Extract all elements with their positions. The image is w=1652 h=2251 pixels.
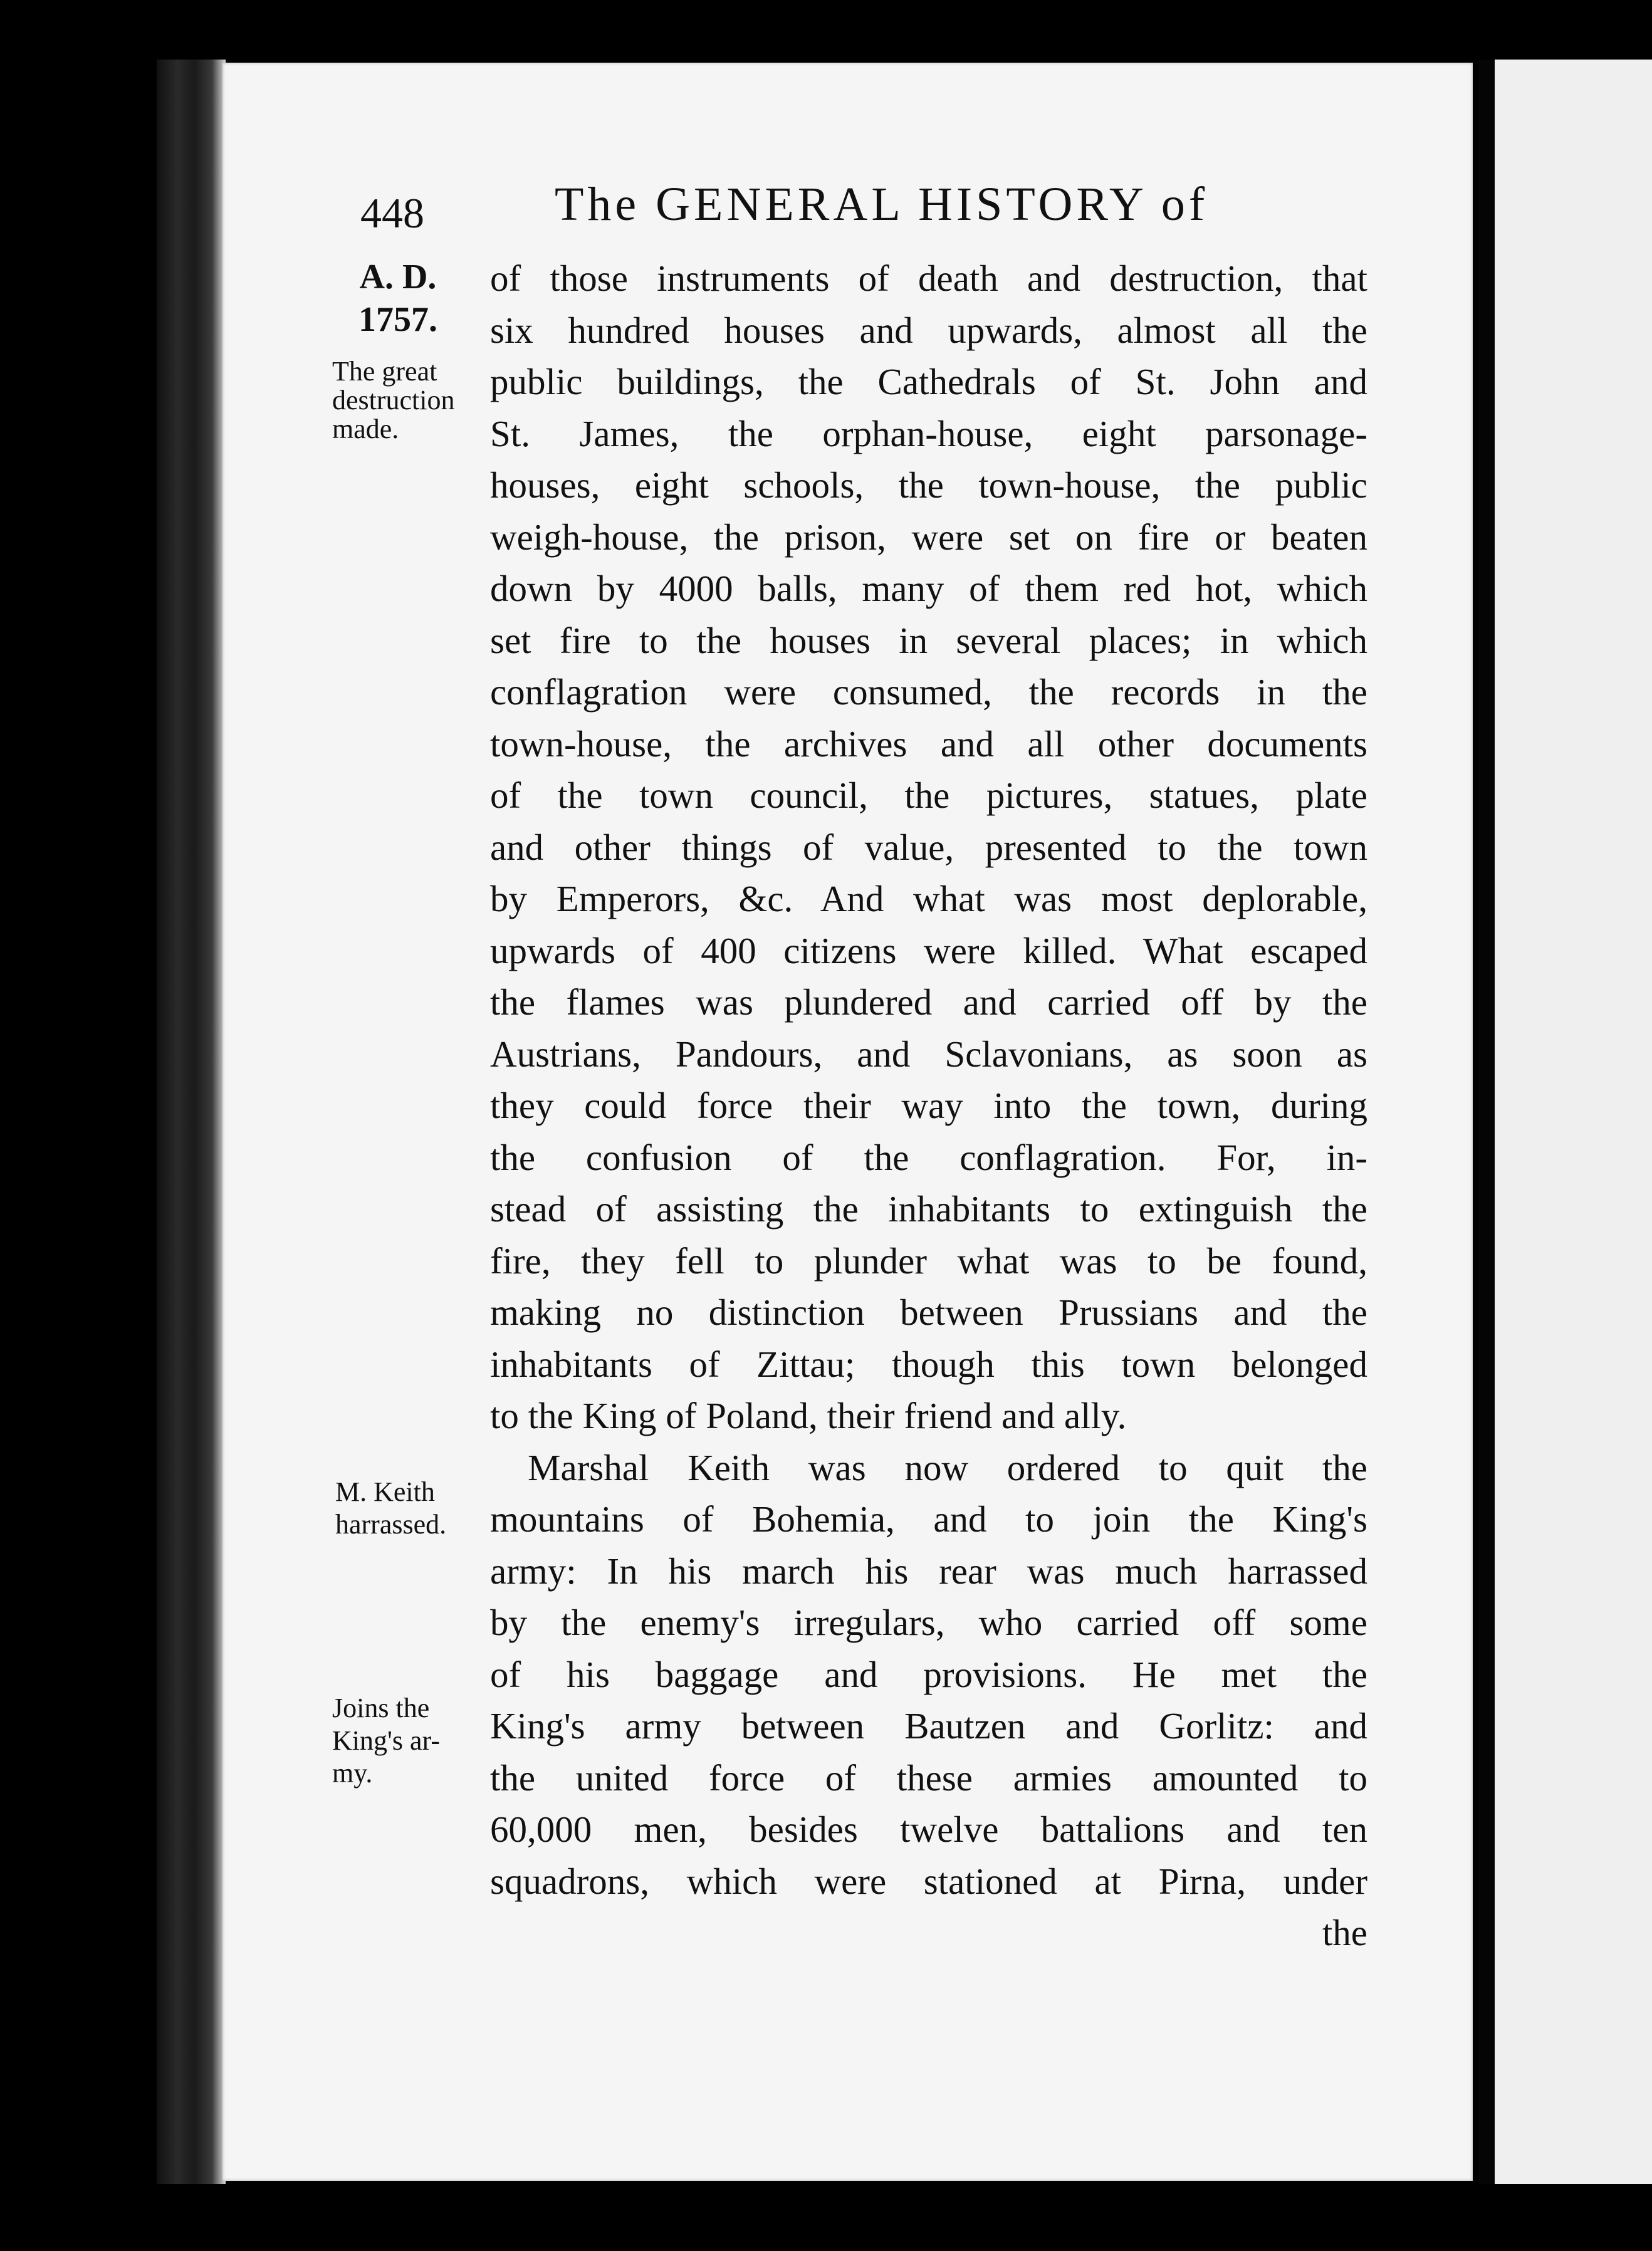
text-line: six hundred houses and upwards, almost all the (490, 309, 1367, 351)
text-line: the flames was plundered and carried off by the (490, 981, 1367, 1023)
text-line: making no distinction between Prussians and the (490, 1292, 1367, 1333)
margin-note-line: my. (332, 1758, 373, 1789)
margin-note-joins (332, 1692, 483, 1790)
margin-note-year-value: 1757. (358, 300, 437, 339)
text-line: public buildings, the Cathedrals of St. John and (490, 361, 1367, 402)
text-line: houses, eight schools, the town-house, the public (490, 464, 1367, 506)
text-line: mountains of Bohemia, and to join the King's (490, 1498, 1367, 1540)
margin-note-line: harrassed. (335, 1509, 447, 1540)
margin-note-line: Joins the (332, 1693, 430, 1723)
text-line: of his baggage and provisions. He met the (490, 1653, 1367, 1695)
catchword: the (1322, 1912, 1367, 1953)
margin-note-line: King's ar- (332, 1725, 441, 1756)
text-line: 60,000 men, besides twelve battalions and ten (490, 1809, 1367, 1850)
margin-note-destruction (332, 357, 483, 444)
text-line: conflagration were consumed, the records in the (490, 671, 1367, 713)
page-title: The GENERAL HISTORY of (555, 178, 1209, 231)
book-binding (157, 60, 226, 2184)
text-line: down by 4000 balls, many of them red hot, which (490, 568, 1367, 609)
text-line: by Emperors, &c. And what was most deplorable, (490, 878, 1367, 919)
text-line: and other things of value, presented to the town (490, 826, 1367, 868)
margin-note-line: destruction (332, 385, 455, 415)
text-line: of the town council, the pictures, statues, plate (490, 775, 1367, 816)
text-line: St. James, the orphan-house, eight parsonage- (490, 412, 1367, 454)
margin-note-year (342, 256, 454, 341)
text-line: upwards of 400 citizens were killed. What escaped (490, 929, 1367, 971)
text-line: of those instruments of death and destruction, that (490, 258, 1367, 299)
text-line: stead of assisting the inhabitants to extinguish the (490, 1188, 1367, 1230)
text-line: the confusion of the conflagration. For, in- (490, 1136, 1367, 1178)
running-head (360, 177, 1325, 246)
page-gutter (1479, 60, 1495, 2184)
body-text (490, 253, 1367, 1959)
text-line: town-house, the archives and all other documents (490, 723, 1367, 765)
text-line: weigh-house, the prison, were set on fire or beaten (490, 516, 1367, 558)
text-line: squadrons, which were stationed at Pirna, under (490, 1860, 1367, 1902)
margin-note-line: The great (332, 356, 437, 387)
text-line: by the enemy's irregulars, who carried off some (490, 1602, 1367, 1643)
text-line: they could force their way into the town, during (490, 1085, 1367, 1126)
margin-note-ad: A. D. (359, 258, 437, 296)
text-line: army: In his march his rear was much harrassed (490, 1550, 1367, 1592)
facing-page-edge (1495, 60, 1652, 2184)
page-number: 448 (360, 189, 424, 237)
text-line: to the King of Poland, their friend and ally. (490, 1395, 1127, 1436)
text-line: fire, they fell to plunder what was to be found, (490, 1240, 1367, 1282)
text-line: Marshal Keith was now ordered to quit the (528, 1446, 1367, 1488)
text-line: set fire to the houses in several places; in which (490, 619, 1367, 661)
text-line: the united force of these armies amounted to (490, 1757, 1367, 1799)
text-line: Austrians, Pandours, and Sclavonians, as soon as (490, 1033, 1367, 1075)
margin-note-line: M. Keith (335, 1476, 435, 1507)
margin-note-line: made. (332, 414, 399, 444)
text-line: King's army between Bautzen and Gorlitz: and (490, 1705, 1367, 1747)
margin-note-keith (335, 1476, 486, 1541)
text-line: inhabitants of Zittau; though this town belonged (490, 1343, 1367, 1385)
